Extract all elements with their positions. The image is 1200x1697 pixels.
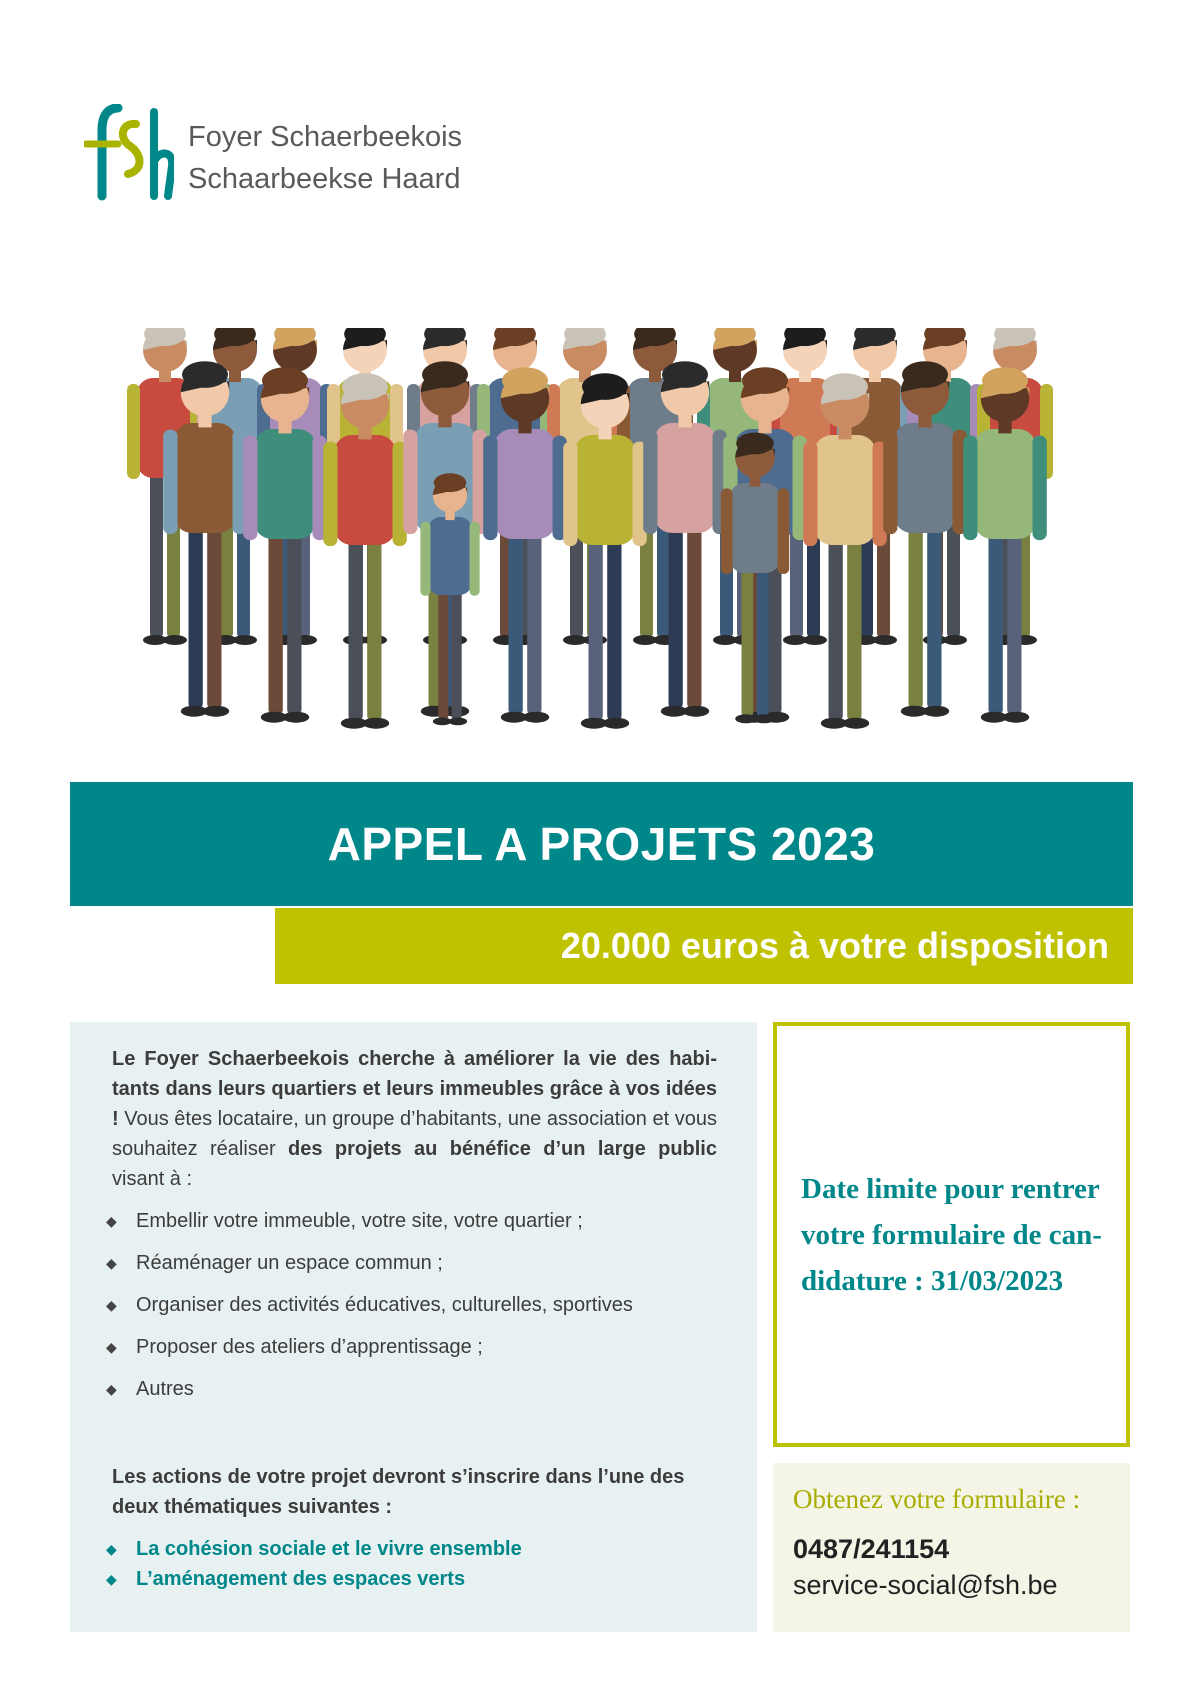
- contact-phone: 0487/241154: [793, 1534, 950, 1564]
- diamond-bullet-icon: ◆: [106, 1213, 117, 1229]
- theme-item: ◆ L’aménagement des espaces verts: [112, 1564, 717, 1594]
- fsh-logo-icon: [84, 104, 174, 204]
- themes-intro: Les actions de votre projet devront s’inscrire dans l’une des deux thématiques suivantes :: [112, 1466, 685, 1518]
- contact-panel: [773, 1463, 1130, 1632]
- contact-email: service-social@fsh.be: [793, 1570, 1058, 1600]
- intro-bold-3: des projets au bénéfice d’un large public: [288, 1138, 717, 1160]
- intro-paragraph: [112, 1044, 717, 1194]
- diamond-bullet-icon: ◆: [106, 1381, 117, 1397]
- themes-list: [106, 1534, 717, 1594]
- crowd-of-people-illustration: [115, 328, 1095, 738]
- list-item: ◆ Organiser des activités éducatives, culturelles, sportives: [112, 1290, 717, 1332]
- objectives-list: [106, 1206, 717, 1416]
- subtitle-banner: 20.000 euros à votre disposition: [275, 908, 1133, 984]
- org-logo: [84, 104, 463, 204]
- diamond-bullet-icon: ◆: [106, 1255, 117, 1271]
- list-item: ◆ Proposer des ateliers d’apprentissage ;: [112, 1332, 717, 1374]
- list-item: ◆ Embellir votre immeuble, votre site, votre quartier ;: [112, 1206, 717, 1248]
- intro-bold-1: Le Foyer Schaerbeekois cherche à améliorer la vie des habitants dans leurs quartiers et leurs immeubles grâce à vos idées !: [112, 1048, 717, 1130]
- deadline-text: Date limite pour rentrer votre formulaire de candidature : 31/03/2023: [801, 1172, 1102, 1297]
- contact-label: Obtenez votre formulaire :: [793, 1484, 1081, 1514]
- list-item: ◆ Autres: [112, 1374, 717, 1416]
- list-item: ◆ Réaménager un espace commun ;: [112, 1248, 717, 1290]
- diamond-bullet-icon: ◆: [106, 1541, 117, 1557]
- page-title-banner: APPEL A PROJETS 2023: [70, 782, 1133, 906]
- intro-panel: [70, 1022, 757, 1632]
- deadline-panel: [773, 1022, 1130, 1447]
- diamond-bullet-icon: ◆: [106, 1297, 117, 1313]
- diamond-bullet-icon: ◆: [106, 1571, 117, 1587]
- intro-text-4: visant à :: [112, 1168, 193, 1190]
- intro-text-2: Vous êtes locataire, un groupe d’habitants, une association et vous souhaitez réaliser: [112, 1108, 717, 1160]
- theme-item: ◆ La cohésion sociale et le vivre ensemble: [112, 1534, 717, 1564]
- diamond-bullet-icon: ◆: [106, 1339, 117, 1355]
- org-name-fr: Foyer Schaerbeekois: [188, 121, 463, 153]
- org-name-nl: Schaarbeekse Haard: [188, 163, 461, 195]
